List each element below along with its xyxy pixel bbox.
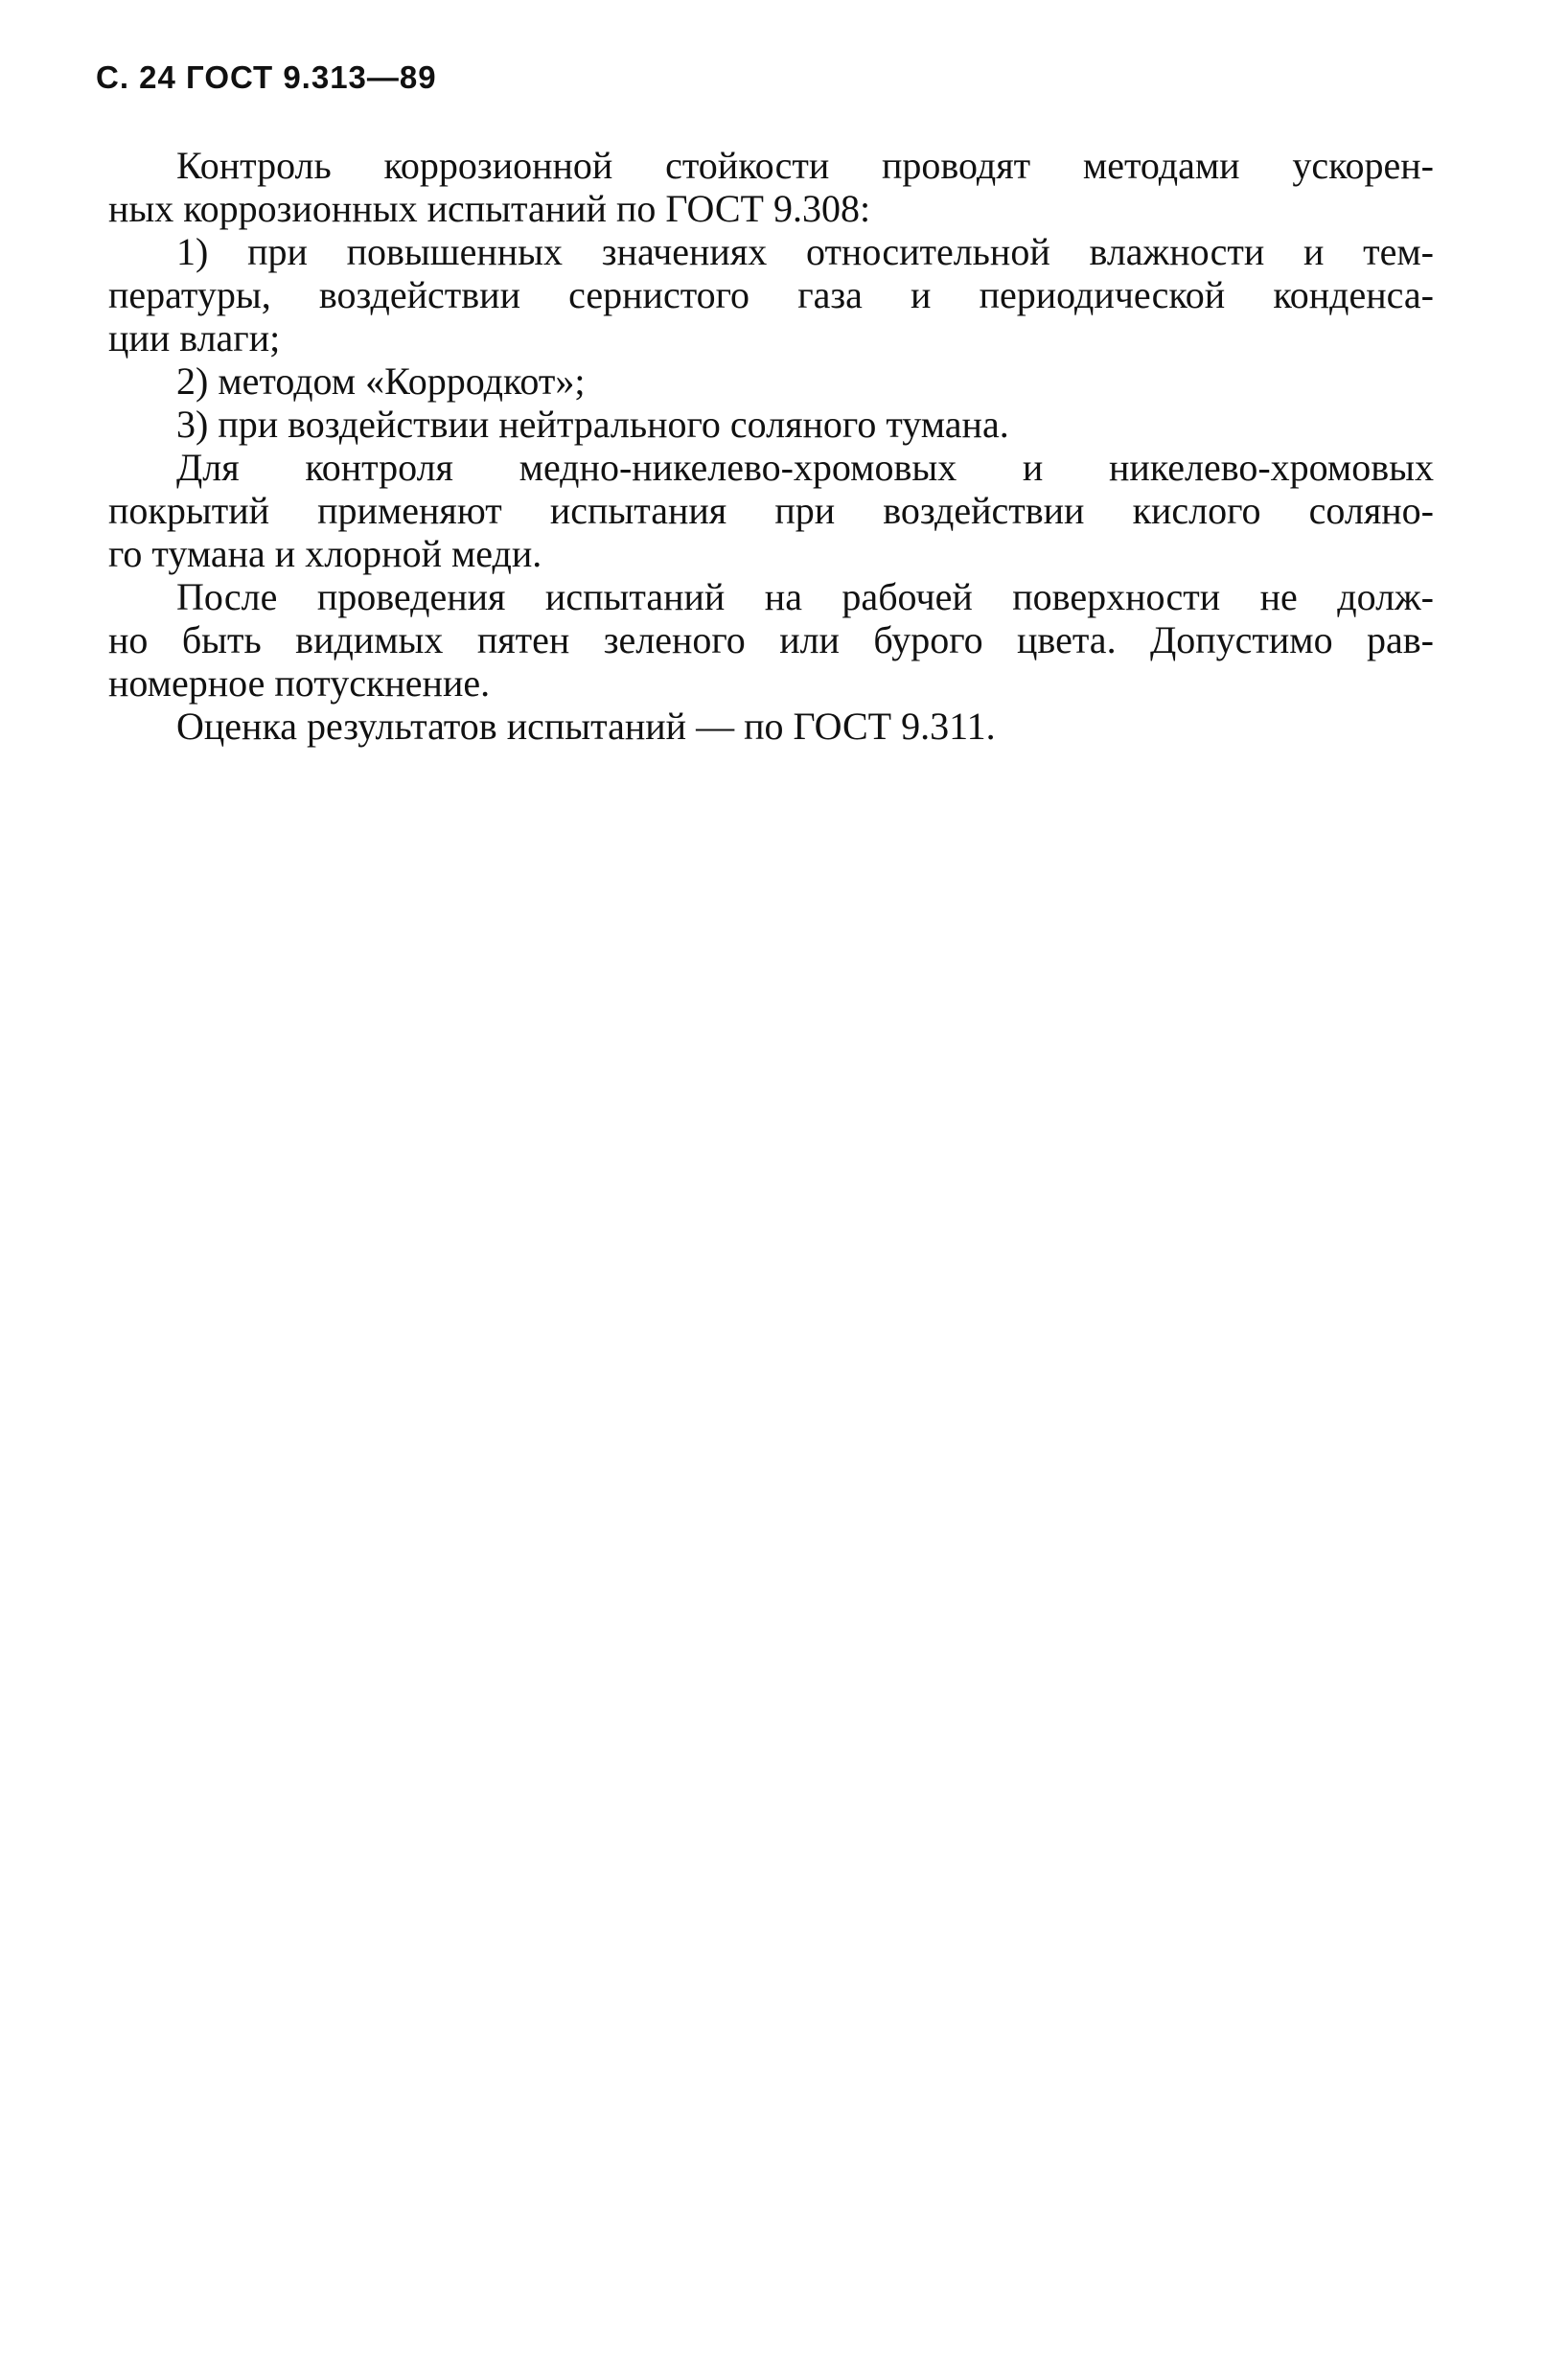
text-line: 2) методом «Корродкот»; xyxy=(176,359,586,403)
text-line: покрытий применяют испытания при воздействии кислого соляно- xyxy=(108,489,1434,532)
text-line: Оценка результатов испытаний — по ГОСТ 9.311. xyxy=(176,705,996,748)
text-line: После проведения испытаний на рабочей поверхности не долж- xyxy=(176,575,1434,618)
text-line: 3) при воздействии нейтрального соляного тумана. xyxy=(176,403,1009,446)
document-body xyxy=(108,144,1434,748)
text-line: 1) при повышенных значениях относительной влажности и тем- xyxy=(176,230,1434,273)
page-header: С. 24 ГОСТ 9.313—89 xyxy=(96,59,437,95)
text-line: пературы, воздействии сернистого газа и периодической конденса- xyxy=(108,273,1434,316)
text-line: ных коррозионных испытаний по ГОСТ 9.308: xyxy=(108,187,871,230)
text-line: но быть видимых пятен зеленого или бурого цвета. Допустимо рав- xyxy=(108,618,1434,661)
text-line: го тумана и хлорной меди. xyxy=(108,532,542,575)
text-line: ции влаги; xyxy=(108,316,281,359)
text-line: Контроль коррозионной стойкости проводят методами ускорен- xyxy=(176,144,1434,187)
text-line: номерное потускнение. xyxy=(108,661,491,705)
text-line: Для контроля медно-никелево-хромовых и никелево-хромовых xyxy=(176,446,1434,489)
